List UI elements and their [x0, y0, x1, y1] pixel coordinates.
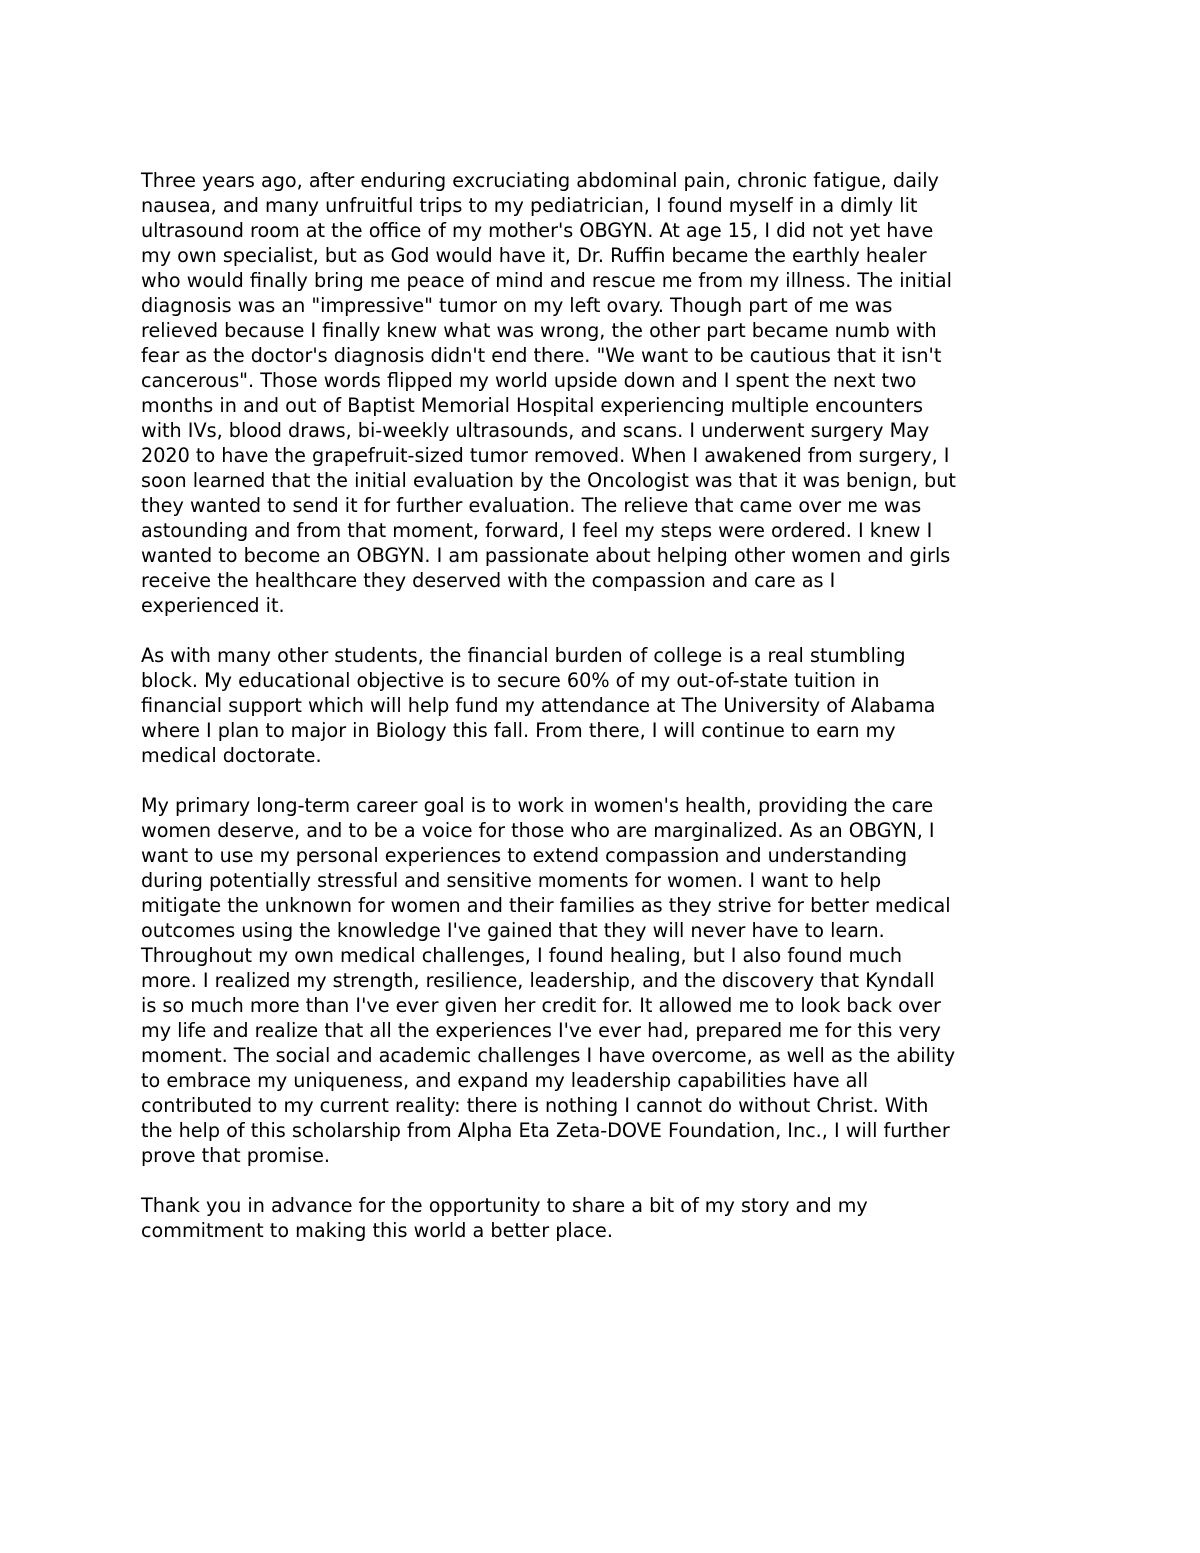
text-line: my life and realize that all the experiences I've ever had, prepared me for this very [141, 1019, 941, 1042]
text-line: the help of this scholarship from Alpha Eta Zeta-DOVE Foundation, Inc., I will further [141, 1119, 950, 1142]
text-line: diagnosis was an "impressive" tumor on my left ovary. Though part of me was [141, 294, 893, 317]
text-line: my own specialist, but as God would have it, Dr. Ruffin became the earthly healer [141, 244, 927, 267]
text-line: 2020 to have the grapefruit-sized tumor removed. When I awakened from surgery, I [141, 444, 950, 467]
text-line: want to use my personal experiences to extend compassion and understanding [141, 844, 908, 867]
paragraph [141, 793, 1061, 1168]
text-line: relieved because I finally knew what was wrong, the other part became numb with [141, 319, 937, 342]
text-line: with IVs, blood draws, bi-weekly ultrasounds, and scans. I underwent surgery May [141, 419, 930, 442]
text-line: medical doctorate. [141, 744, 322, 767]
text-line: fear as the doctor's diagnosis didn't end there. "We want to be cautious that it isn't [141, 344, 942, 367]
text-line: financial support which will help fund my attendance at The University of Alabama [141, 694, 936, 717]
text-line: Throughout my own medical challenges, I found healing, but I also found much [141, 944, 903, 967]
text-line: ultrasound room at the office of my mother's OBGYN. At age 15, I did not yet have [141, 219, 934, 242]
paragraph [141, 168, 1061, 618]
text-line: Three years ago, after enduring excruciating abdominal pain, chronic fatigue, daily [141, 169, 939, 192]
text-line: block. My educational objective is to secure 60% of my out-of-state tuition in [141, 669, 880, 692]
text-line: As with many other students, the financial burden of college is a real stumbling [141, 644, 906, 667]
text-line: wanted to become an OBGYN. I am passionate about helping other women and girls [141, 544, 951, 567]
text-line: cancerous". Those words flipped my world upside down and I spent the next two [141, 369, 917, 392]
text-line: moment. The social and academic challenges I have overcome, as well as the ability [141, 1044, 956, 1067]
text-line: commitment to making this world a better place. [141, 1219, 613, 1242]
text-line: prove that promise. [141, 1144, 331, 1167]
text-line: during potentially stressful and sensitive moments for women. I want to help [141, 869, 882, 892]
text-line: My primary long-term career goal is to work in women's health, providing the care [141, 794, 934, 817]
text-line: women deserve, and to be a voice for those who are marginalized. As an OBGYN, I [141, 819, 935, 842]
text-line: where I plan to major in Biology this fall. From there, I will continue to earn my [141, 719, 896, 742]
text-line: astounding and from that moment, forward, I feel my steps were ordered. I knew I [141, 519, 933, 542]
document-body [141, 168, 1061, 1268]
paragraph [141, 1193, 1061, 1243]
text-line: outcomes using the knowledge I've gained that they will never have to learn. [141, 919, 885, 942]
text-line: who would finally bring me peace of mind and rescue me from my illness. The initial [141, 269, 952, 292]
text-line: to embrace my uniqueness, and expand my leadership capabilities have all [141, 1069, 869, 1092]
text-line: months in and out of Baptist Memorial Hospital experiencing multiple encounters [141, 394, 923, 417]
text-line: mitigate the unknown for women and their families as they strive for better medical [141, 894, 951, 917]
text-line: more. I realized my strength, resilience, leadership, and the discovery that Kyndall [141, 969, 935, 992]
text-line: experienced it. [141, 594, 285, 617]
text-line: receive the healthcare they deserved with the compassion and care as I [141, 569, 836, 592]
text-line: contributed to my current reality: there is nothing I cannot do without Christ. With [141, 1094, 929, 1117]
text-line: they wanted to send it for further evaluation. The relieve that came over me was [141, 494, 922, 517]
text-line: Thank you in advance for the opportunity to share a bit of my story and my [141, 1194, 868, 1217]
paragraph [141, 643, 1061, 768]
text-line: is so much more than I've ever given her credit for. It allowed me to look back over [141, 994, 941, 1017]
text-line: nausea, and many unfruitful trips to my pediatrician, I found myself in a dimly lit [141, 194, 918, 217]
text-line: soon learned that the initial evaluation by the Oncologist was that it was benign, but [141, 469, 956, 492]
